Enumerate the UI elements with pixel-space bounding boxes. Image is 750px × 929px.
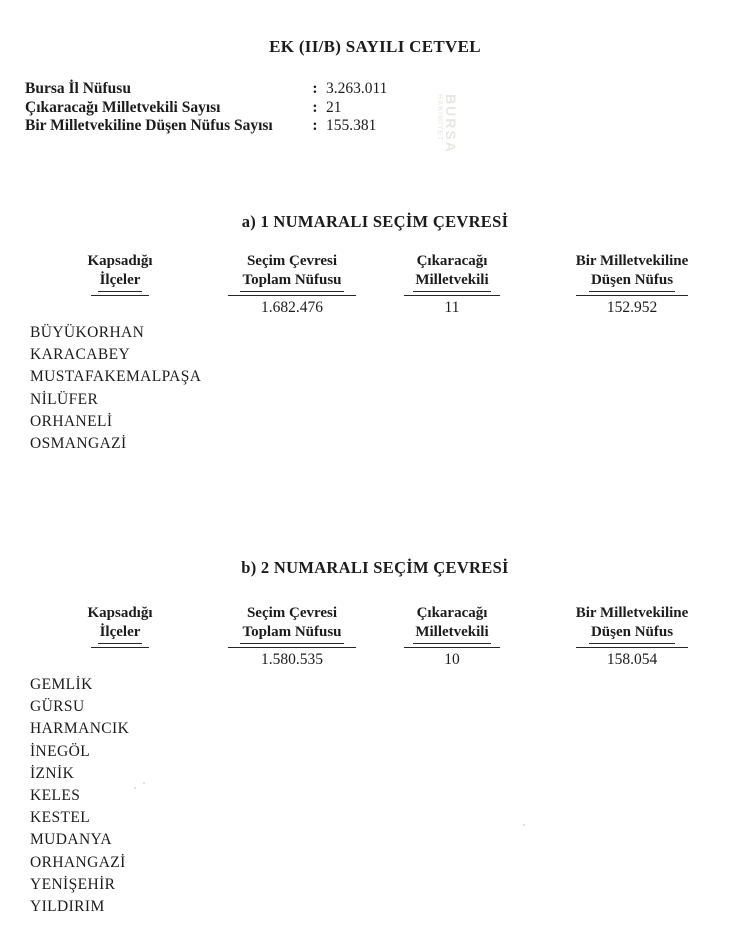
district-item: GÜRSU (30, 698, 85, 716)
deputies-value: 10 (444, 651, 460, 668)
summary-label-deputy-count: Çıkaracağı Milletvekili Sayısı (25, 98, 221, 116)
column-header-line2: Milletvekili (413, 623, 490, 644)
district-item: OSMANGAZİ (30, 435, 127, 453)
summary-label-population-per-deputy: Bir Milletvekiline Düşen Nüfus Sayısı (25, 117, 273, 135)
scan-speck (143, 782, 145, 784)
population-per-deputy-value: 152.952 (606, 299, 658, 316)
column-header-line1: Çıkaracağı (416, 605, 488, 621)
column-header-line1: Seçim Çevresi (246, 605, 338, 621)
section-title: a) 1 NUMARALI SEÇİM ÇEVRESİ (241, 212, 509, 231)
column-covered-districts (30, 252, 210, 296)
district-item: NİLÜFER (30, 390, 99, 408)
total-population-value: 1.580.535 (261, 651, 323, 668)
column-header-line2: Milletvekili (413, 271, 490, 292)
district-item: MUSTAFAKEMALPAŞA (30, 368, 202, 386)
district-item: BÜYÜKORHAN (30, 324, 145, 341)
district-item: KELES (30, 787, 81, 805)
summary-value-deputy-count: 21 (326, 98, 342, 116)
deputies-value: 11 (444, 299, 460, 316)
column-header-line1: Çıkaracağı (416, 253, 488, 269)
column-header-line2: İlçeler (98, 271, 143, 292)
header-rule (404, 295, 500, 296)
header-rule (91, 295, 149, 296)
column-deputies (372, 252, 532, 317)
summary-label-province-population: Bursa İl Nüfusu (25, 80, 131, 97)
column-covered-districts (30, 604, 210, 648)
population-per-deputy-value: 158.054 (606, 651, 658, 668)
watermark-text-secondary: HAKIMIYET (436, 94, 444, 142)
header-rule (404, 647, 500, 648)
column-population-per-deputy (527, 252, 737, 317)
column-header-line1: Seçim Çevresi (246, 253, 338, 269)
column-header-line1: Kapsadığı (87, 253, 153, 269)
district-item: ORHANELİ (30, 412, 113, 430)
district-item: ORHANGAZİ (30, 853, 126, 871)
section-title: b) 2 NUMARALI SEÇİM ÇEVRESİ (241, 558, 509, 577)
district-item: YENİŞEHİR (30, 875, 116, 893)
district-list (30, 674, 129, 918)
district-item: İZNİK (30, 764, 75, 782)
district-item: YILDIRIM (30, 898, 105, 916)
column-total-population (202, 252, 382, 317)
watermark-text-primary: BURSA (443, 94, 459, 154)
watermark (436, 94, 458, 154)
province-summary-block (25, 80, 387, 136)
column-header-line2: Toplam Nüfusu (240, 271, 343, 292)
district-item: HARMANCIK (30, 720, 130, 738)
document-title: EK (II/B) SAYILI CETVEL (269, 37, 481, 56)
scan-speck (134, 787, 136, 789)
column-header-line2: İlçeler (98, 623, 143, 644)
scan-speck (523, 824, 525, 826)
district-item: KARACABEY (30, 346, 131, 364)
header-rule (576, 295, 688, 296)
total-population-value: 1.682.476 (261, 299, 323, 316)
header-rule (576, 647, 688, 648)
header-rule (228, 647, 356, 648)
summary-value-population-per-deputy: 155.381 (326, 117, 377, 135)
summary-value-province-population: 3.263.011 (326, 80, 388, 97)
column-total-population (202, 604, 382, 669)
column-population-per-deputy (527, 604, 737, 669)
column-header-line2: Düşen Nüfus (589, 271, 675, 292)
column-header-line2: Toplam Nüfusu (240, 623, 343, 644)
summary-colon: : (312, 117, 318, 135)
summary-colon: : (312, 80, 318, 97)
column-header-line2: Düşen Nüfus (589, 623, 675, 644)
district-item: MUDANYA (30, 831, 113, 849)
district-item: İNEGÖL (30, 742, 91, 760)
header-rule (228, 295, 356, 296)
district-item: GEMLİK (30, 676, 93, 693)
summary-colon: : (312, 98, 318, 116)
column-header-line1: Bir Milletvekiline (575, 605, 689, 621)
district-list (30, 322, 201, 455)
column-header-line1: Kapsadığı (87, 605, 153, 621)
column-header-line1: Bir Milletvekiline (575, 253, 689, 269)
district-item: KESTEL (30, 809, 91, 827)
header-rule (91, 647, 149, 648)
column-deputies (372, 604, 532, 669)
